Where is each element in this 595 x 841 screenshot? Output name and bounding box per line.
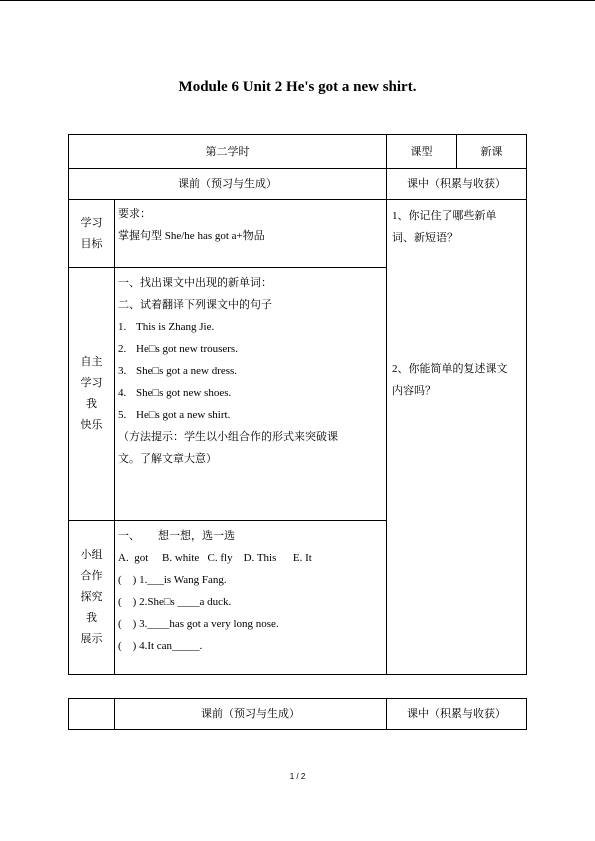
second-before-class-header: 课前（预习与生成）: [201, 708, 300, 720]
page-number: 1 / 2: [289, 772, 306, 781]
task-translate: 二、试着翻译下列课文中的句子: [118, 299, 272, 311]
goals-label: 学习 目标: [80, 216, 103, 250]
lesson-type-label: 课型: [410, 145, 433, 158]
self-study-label: 自主 学习 我 快乐: [80, 356, 103, 431]
review-question-2: 2、你能简单的复述课文 内容吗？: [392, 363, 508, 397]
method-tip-line1: （方法提示：学生以小组合作的形式来突破课: [118, 431, 338, 443]
before-class-header: 课前（预习与生成）: [178, 178, 277, 190]
task-find-words: 一、找出课文中出现的新单词：: [118, 277, 272, 289]
sentence-item: 3. She□s got a new dress.: [118, 365, 238, 377]
sentence-item: 5. He□s got a new shirt.: [118, 409, 231, 421]
sentence-item: 2. He□s got new trousers.: [118, 343, 238, 355]
exercise-heading: 一、 想一想，选一选: [118, 530, 235, 542]
exercise-question: ( ) 2.She□s ____a duck.: [118, 596, 232, 608]
sentence-item: 1. This is Zhang Jie.: [118, 321, 215, 333]
goals-content: [118, 203, 383, 247]
requirement-label: 要求：: [118, 208, 151, 220]
group-work-label: 小组 合作 探究 我 展示: [80, 549, 103, 645]
method-tip-line2: 文。了解文章大意）: [118, 453, 217, 465]
self-study-content: [118, 272, 384, 470]
in-class-header: 课中（积累与收获）: [407, 178, 506, 190]
page-title: Module 6 Unit 2 He's got a new shirt.: [178, 79, 417, 95]
requirement-text: 掌握句型 She/he has got a+物品: [118, 230, 265, 242]
exercise-options: A. got B. white C. fly D. This E. It: [118, 552, 312, 564]
period-cell: 第二学时: [205, 145, 250, 158]
second-in-class-header: 课中（积累与收获）: [407, 708, 506, 720]
lesson-type-value: 新课: [480, 145, 503, 158]
exercise-question: ( ) 1.___is Wang Fang.: [118, 574, 227, 586]
top-rule: [0, 0, 595, 1]
group-work-content: [118, 525, 384, 657]
review-question-1: 1、你记住了哪些新单 词、新短语？: [392, 210, 497, 244]
sentence-item: 4. She□s got new shoes.: [118, 387, 232, 399]
exercise-question: ( ) 3.____has got a very long nose.: [118, 618, 279, 630]
exercise-question: ( ) 4.It can_____.: [118, 640, 203, 652]
